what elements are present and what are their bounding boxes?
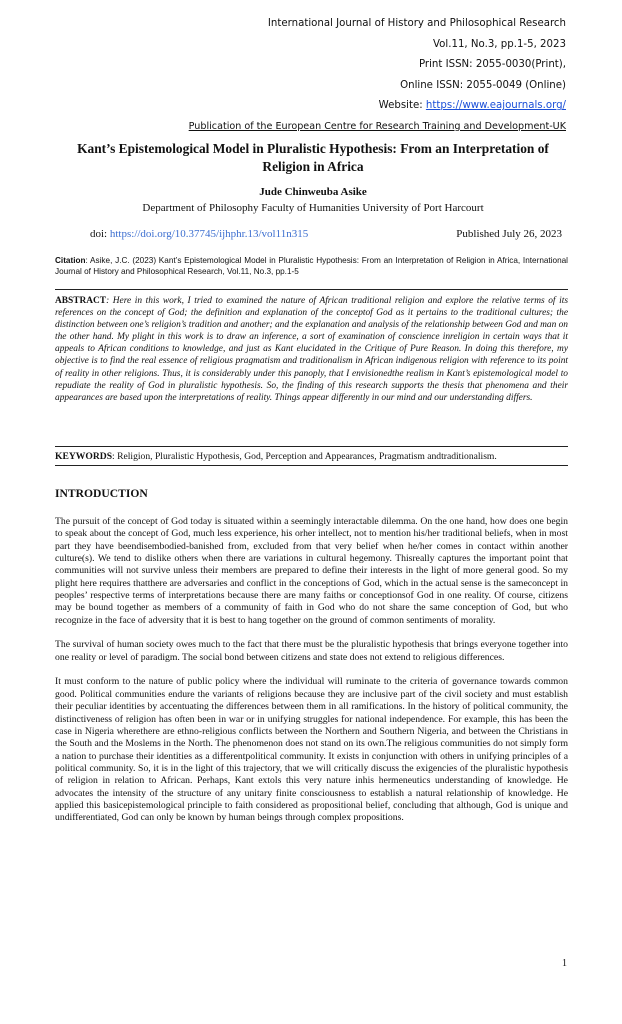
author-affiliation: Department of Philosophy Faculty of Humanities University of Port Harcourt xyxy=(142,202,484,214)
abstract-block xyxy=(55,295,568,404)
citation-label: Citation xyxy=(55,256,86,265)
doi-label: doi: xyxy=(90,228,110,240)
abstract-label: ABSTRACT xyxy=(55,296,107,306)
journal-volume: Vol.11, No.3, pp.1-5, 2023 xyxy=(432,38,566,50)
citation-text: : Asike, J.C. (2023) Kant’s Epistemological Model in Pluralistic Hypothesis: From an Interpretation of Religion in Africa, International Journal of History and Philosophical Research, Vol.11, No.3, pp.1-5 xyxy=(55,256,568,276)
publisher-line: Publication of the European Centre for Research Training and Development-UK xyxy=(188,121,566,132)
doi-line xyxy=(90,228,308,240)
journal-name: International Journal of History and Philosophical Research xyxy=(267,18,566,29)
website-link[interactable]: https://www.eajournals.org/ xyxy=(425,100,566,112)
keywords-label: KEYWORDS xyxy=(55,451,113,462)
keywords-block xyxy=(55,451,568,462)
citation-block xyxy=(55,255,568,277)
introduction-heading: INTRODUCTION xyxy=(55,487,148,500)
keywords-text: : Religion, Pluralistic Hypothesis, God, Perception and Appearances, Pragmatism andtraditionalism. xyxy=(112,451,497,462)
article-title: Kant’s Epistemological Model in Pluralistic Hypothesis: From an Interpretation of Religion in Africa xyxy=(77,141,549,174)
divider-middle xyxy=(55,446,568,447)
print-issn: Print ISSN: 2055-0030(Print), xyxy=(418,59,566,71)
divider-top xyxy=(55,289,568,290)
website-line xyxy=(268,96,566,117)
website-label: Website: xyxy=(378,100,426,112)
online-issn: Online ISSN: 2055-0049 (Online) xyxy=(400,79,566,91)
author-name: Jude Chinweuba Asike xyxy=(259,186,367,198)
abstract-text: : Here in this work, I tried to examined the nature of African traditional religion and explore the relative terms of its references on the concept of God; the definition and explanation of the conceptof God as it pertains to the traditional cultures; the distinction between one’s religion’s tradition and another; and the explanation and analysis of the relationship between God and man on the other hand. My plight in this work is to draw an inference, a sort of examination of conscience inreligion in certain ways that it appeals to African conditions to knowledge, and just as Kant elucidated in the Critique of Pure Reason. In doing this therefore, my objective is to find the real essence of religious pragmatism and traditionalism in African indigenous religion with reference to its point of reality in other religions. Thus, it is considerably under this panoply, that I envisionedthe realism in Kant’s epistemological model to repudiate the reality of God in pluralistic hypothesis. So, the finding of this research supports the thesis that phenomena and their appearances are based upon the interpretations of reality. Things appear differently in our mind and our understanding differs. xyxy=(55,296,568,403)
introduction-body xyxy=(55,516,568,837)
published-date: Published July 26, 2023 xyxy=(456,228,562,240)
body-paragraph: The pursuit of the concept of God today is situated within a seemingly interactable dilemma. On the one hand, how does one begin to speak about the concept of God, much less experience, his orher intellect, not to mention his/her traditional beliefs, when in most part they have beendisembodied-banished from, excluded from that very belief when he/her comes in contact within another culture(s). We tend to dislike others when there are variations in cultural hegemony. Thisreally captures the important point that communities will not survive unless their members are prepared to define their interests in the light of more general good. So my plight here requires thatthere are adversaries and conflict in the conceptions of God, which in the actual sense is the sameconcept in peoples’ respective terms of interpretations because there are many faiths or conceptionsof God in one reality. Of course, citizens may be bound together as members of a community of faith in God who do not share the same conception of God, but who recognize in the face of adversity that it is best to hang together on the ground of common sentiments of morality. xyxy=(55,516,568,626)
divider-bottom xyxy=(55,465,568,466)
body-paragraph: It must conform to the nature of public policy where the individual will ruminate to the criteria of governance towards common good. Political communities endure the variants of religions because they are inclusive part of the civil society and must establish their peculiar identities by accentuating the differences between them in all ramifications. In the history of political community, the distinctiveness of religion has often been in war or in unifying struggles for national independence. For example, this has been the case in Nigeria wherethere are ethno-religious conflicts between the Northern and Southern Nigeria, and between the Christians in the South and the Moslems in the North. The phenomenon does not stand on its own.The religious communities do not simply form a nation to purchase their identities as a differentpolitical community. It exists in conjunction with others in unifying principles of a political community. So, it is in the light of this trajectory, that we will critically discuss the exigencies of the pluralistic hypothesis of religion in relation to African. Perhaps, Kant extols this very nature inhis hermeneutics understanding of knowledge. He advocates the intensity of the structure of any unitary finite consciousness to establish a natural relationship of knowledge. He applied this basicepistemological principle to faith considered as propositional belief, concluding that although, God is unique and undifferentiated, God can only be known by human beings through complex propositions. xyxy=(55,676,568,824)
page-number: 1 xyxy=(562,958,567,969)
journal-header xyxy=(268,14,566,117)
doi-link[interactable]: https://doi.org/10.37745/ijhphr.13/vol11n315 xyxy=(109,228,309,240)
body-paragraph: The survival of human society owes much to the fact that there must be the pluralistic hypothesis that brings everyone together into one reality or level of paradigm. The social bond between citizens and state does not extend to religious differences. xyxy=(55,639,568,663)
